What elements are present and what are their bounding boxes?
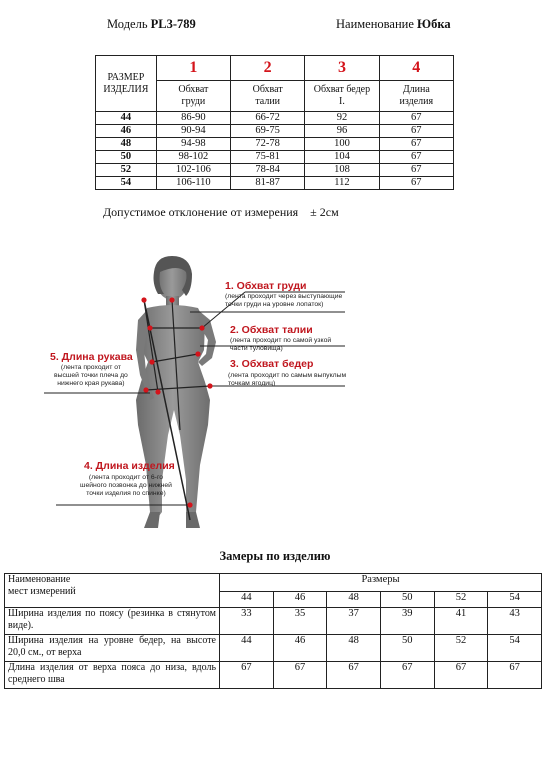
size-col-header: 48: [327, 592, 381, 608]
value-cell: 69-75: [231, 125, 305, 138]
value-cell: 67: [434, 662, 488, 689]
value-cell: 44: [220, 635, 274, 662]
value-cell: 41: [434, 608, 488, 635]
model-label: Модель: [107, 17, 148, 31]
size-col-header: 44: [220, 592, 274, 608]
size-cell: 54: [96, 177, 157, 190]
measure-1-note: (лента проходит через выступающие точки груди на уровне лопаток): [225, 293, 343, 308]
sizes-header: Размеры: [220, 574, 542, 592]
col-1-label: Обхват груди: [156, 81, 230, 112]
value-cell: 96: [305, 125, 379, 138]
value-cell: 90-94: [156, 125, 230, 138]
product-table-title: Замеры по изделию: [219, 549, 331, 563]
value-cell: 46: [273, 635, 327, 662]
name-label: Наименование: [336, 17, 414, 31]
value-cell: 94-98: [156, 138, 230, 151]
size-col-header: 54: [488, 592, 542, 608]
value-cell: 43: [488, 608, 542, 635]
measure-3-title: 3. Обхват бедер: [230, 358, 314, 370]
size-cell: 48: [96, 138, 157, 151]
value-cell: 67: [273, 662, 327, 689]
value-cell: 66-72: [231, 112, 305, 125]
table-row: [96, 177, 454, 190]
table-row: [96, 151, 454, 164]
value-cell: 112: [305, 177, 379, 190]
size-cell: 44: [96, 112, 157, 125]
value-cell: 33: [220, 608, 274, 635]
value-cell: 72-78: [231, 138, 305, 151]
measurement-figure: [40, 250, 360, 540]
value-cell: 54: [488, 635, 542, 662]
value-cell: 67: [379, 177, 453, 190]
value-cell: 92: [305, 112, 379, 125]
col-2-number: 2: [231, 56, 305, 81]
size-table: [95, 55, 454, 190]
value-cell: 67: [379, 112, 453, 125]
tolerance-note: Допустимое отклонение от измерения ± 2см: [103, 205, 339, 219]
size-col-header: 46: [273, 592, 327, 608]
value-cell: 98-102: [156, 151, 230, 164]
value-cell: 50: [380, 635, 434, 662]
value-cell: 67: [379, 164, 453, 177]
value-cell: 102-106: [156, 164, 230, 177]
measure-label: Длина изделия от верха пояса до низа, вдоль среднего шва: [5, 662, 220, 689]
model-value: PL3-789: [150, 17, 196, 31]
col-3-label: Обхват бедер I.: [305, 81, 379, 112]
size-col-header: 52: [434, 592, 488, 608]
value-cell: 81-87: [231, 177, 305, 190]
table-row: [96, 125, 454, 138]
table-row: [5, 662, 542, 689]
measure-label: Ширина изделия по поясу (резинка в стянутом виде).: [5, 608, 220, 635]
table-row: [5, 635, 542, 662]
value-cell: 67: [327, 662, 381, 689]
size-cell: 50: [96, 151, 157, 164]
col-4-label: Длина изделия: [379, 81, 453, 112]
name-line: [336, 17, 451, 32]
measure-5-note: (лента проходит от высшей точки плеча до нижнего края рукава): [54, 364, 128, 387]
measure-4-note: (лента проходит от 6-го шейного позвонка до нижней точки изделия по спинке): [80, 474, 172, 497]
name-value: Юбка: [417, 17, 451, 31]
table-row: [96, 138, 454, 151]
value-cell: 108: [305, 164, 379, 177]
table-row: [96, 164, 454, 177]
corner-header: Наименование мест измерений: [5, 574, 220, 608]
value-cell: 52: [434, 635, 488, 662]
table-row: [5, 608, 542, 635]
value-cell: 67: [379, 138, 453, 151]
size-cell: 46: [96, 125, 157, 138]
value-cell: 67: [379, 151, 453, 164]
size-row-header: РАЗМЕР ИЗДЕЛИЯ: [96, 56, 157, 112]
value-cell: 48: [327, 635, 381, 662]
value-cell: 67: [488, 662, 542, 689]
col-2-label: Обхват талии: [231, 81, 305, 112]
value-cell: 67: [380, 662, 434, 689]
value-cell: 67: [379, 125, 453, 138]
measure-3-note: (лента проходит по самым выпуклым точкам ягодиц): [228, 372, 347, 387]
measure-2-title: 2. Обхват талии: [230, 324, 313, 336]
measure-5-title: 5. Длина рукава: [50, 351, 133, 363]
value-cell: 39: [380, 608, 434, 635]
value-cell: 78-84: [231, 164, 305, 177]
product-table: [4, 573, 542, 689]
value-cell: 67: [220, 662, 274, 689]
col-3-number: 3: [305, 56, 379, 81]
col-1-number: 1: [156, 56, 230, 81]
size-cell: 52: [96, 164, 157, 177]
value-cell: 100: [305, 138, 379, 151]
measure-1-title: 1. Обхват груди: [225, 280, 307, 292]
value-cell: 104: [305, 151, 379, 164]
measure-4-title: 4. Длина изделия: [84, 460, 175, 472]
measure-label: Ширина изделия на уровне бедер, на высоте 20,0 см., от верха: [5, 635, 220, 662]
value-cell: 75-81: [231, 151, 305, 164]
value-cell: 37: [327, 608, 381, 635]
value-cell: 86-90: [156, 112, 230, 125]
col-4-number: 4: [379, 56, 453, 81]
measure-2-note: (лента проходит по самой узкой части туловища): [230, 337, 332, 352]
value-cell: 106-110: [156, 177, 230, 190]
model-line: [107, 17, 196, 32]
table-row: [96, 112, 454, 125]
value-cell: 35: [273, 608, 327, 635]
size-col-header: 50: [380, 592, 434, 608]
